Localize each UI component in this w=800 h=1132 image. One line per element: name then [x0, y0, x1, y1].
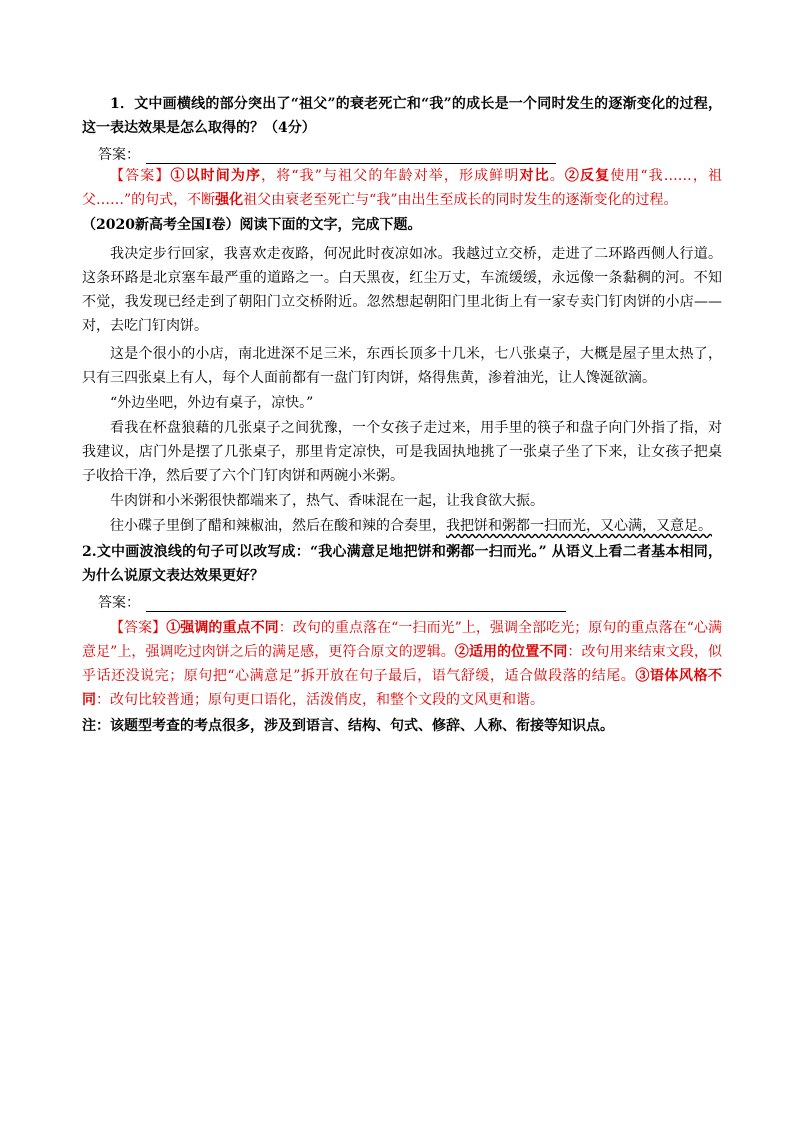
point-1-keyword: 对比	[519, 168, 550, 184]
point-2-text: ：改句用来结束文段，似乎话还没说完；原句把“心满意足”拆开放在句子最后，语气舒缓，适合做段落的结尾。	[82, 644, 723, 684]
answer-blank[interactable]	[146, 595, 566, 612]
question-1: 1．文中画横线的部分突出了“祖父”的衰老死亡和“我”的成长是一个同时发生的逐渐变化的过程，这一表达效果是怎么取得的？（4分）	[82, 96, 722, 136]
answer-key-2	[82, 616, 722, 712]
wavy-sentence: 我把饼和粥都一扫而光，又心满，又意足。	[446, 518, 712, 534]
passage-para-2: 这是个很小的小店，南北进深不足三米，东西长顶多十几米，七八张桌子，大概是屋子里太热了，只有三四张桌上有人，每个人面前都有一盘门钉肉饼，烙得焦黄，渗着油光，让人馋涎欲滴。	[82, 346, 722, 386]
point-1-text: ：改句的重点落在“一扫而光”上，强调全部吃光；原句的重点落在“心满意足”上，强调吃过肉饼之后的满足感，更符合原文的逻辑。	[82, 620, 723, 660]
point-3: ③语体风格不同	[82, 668, 723, 708]
point-2: ②适用的位置不同	[454, 644, 568, 660]
answer-tag: 【答案】	[110, 620, 167, 636]
point-2: ②反复	[564, 168, 611, 184]
point-1-text: ，将“我”与祖父的年龄对举，形成鲜明	[261, 168, 520, 184]
passage-para-1: 我决定步行回家，我喜欢走夜路，何况此时夜凉如冰。我越过立交桥，走进了二环路西侧人行道。这条环路是北京塞车最严重的道路之一。白天黑夜，红尘万丈，车流缓缓，永远像一条黏稠的河。不知不觉，我发现已经走到了朝阳门立交桥附近。忽然想起朝阳门里北街上有一家专卖门钉肉饼的小店——对，去吃门钉肉饼。	[82, 246, 722, 334]
answer-line-1	[82, 140, 722, 164]
passage-para-6	[82, 514, 722, 538]
passage-para-4: 看我在杯盘狼藉的几张桌子之间犹豫，一个女孩子走过来，用手里的筷子和盘子向门外指了指，对我建议，店门外是摆了几张桌子，那里肯定凉快，可是我固执地挑了一张桌子坐了下来，让女孩子把桌子收拾干净，然后要了六个门钉肉饼和两碗小米粥。	[82, 420, 722, 484]
point-2-text: 使用“我……，祖父……”的句式，不断	[82, 168, 723, 208]
point-1-end: 。	[549, 168, 565, 184]
passage-para-3: “外边坐吧，外边有桌子，凉快。”	[110, 395, 314, 411]
point-2-end: 祖父由衰老至死亡与“我”由出生至成长的同时发生的逐渐变化的过程。	[243, 192, 678, 208]
answer-label: 答案：	[98, 595, 140, 611]
answer-blank[interactable]	[146, 147, 556, 164]
answer-key-1	[82, 164, 722, 212]
point-1: ①强调的重点不同	[166, 620, 279, 636]
para-6-start: 往小碟子里倒了醋和辣椒油，然后在酸和辣的合奏里，	[110, 518, 446, 534]
answer-tag: 【答案】	[110, 168, 171, 184]
source-heading: （2020新高考全国Ⅰ卷）阅读下面的文字，完成下题。	[82, 217, 422, 233]
point-3-text: ：改句比较普通；原句更口语化，活泼俏皮，和整个文段的文风更和谐。	[96, 692, 544, 708]
question-2: 2.文中画波浪线的句子可以改写成：“我心满意足地把饼和粥都一扫而光。” 从语义上看二者基本相同，为什么说原文表达效果更好？	[82, 544, 722, 584]
answer-line-2	[82, 588, 722, 612]
note: 注：该题型考查的考点很多，涉及到语言、结构、句式、修辞、人称、衔接等知识点。	[82, 718, 614, 734]
point-2-keyword: 强化	[215, 192, 244, 208]
answer-label: 答案：	[98, 147, 140, 163]
point-1: ①以时间为序	[170, 168, 262, 184]
passage-para-5: 牛肉饼和小米粥很快都端来了，热气、香味混在一起，让我食欲大振。	[110, 493, 544, 509]
document-page	[82, 92, 722, 738]
